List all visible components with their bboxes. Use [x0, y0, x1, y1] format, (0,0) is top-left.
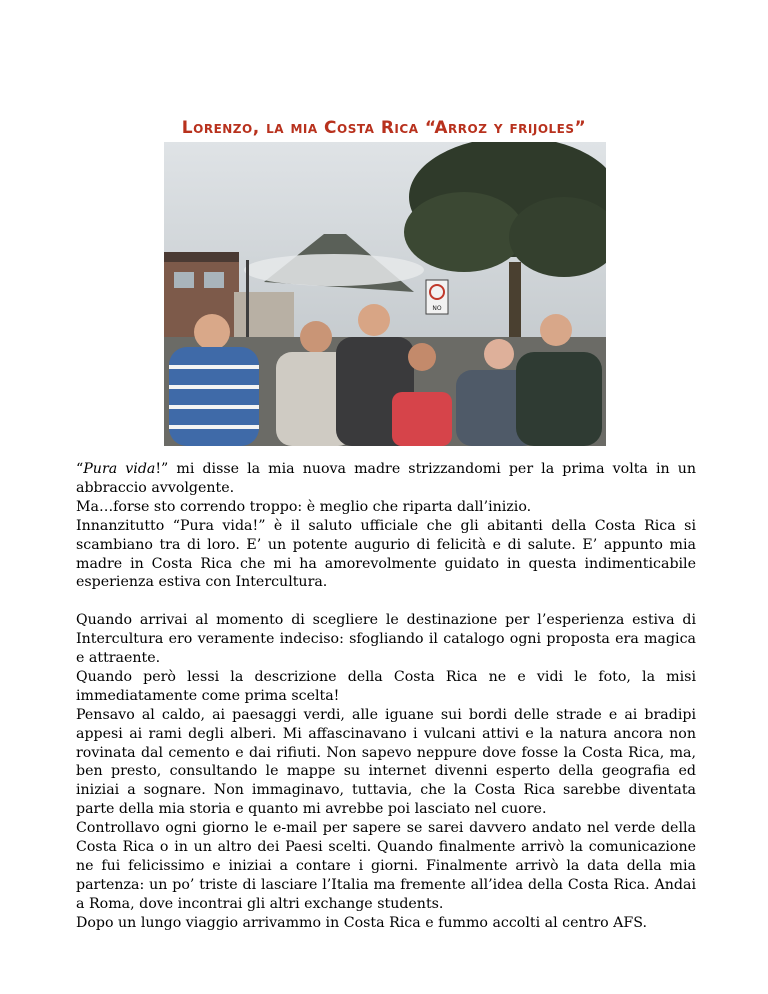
pura-vida-emphasis: Pura vida: [83, 461, 156, 477]
group-photo: [164, 142, 606, 446]
paragraph-2: Ma…forse sto correndo troppo: è meglio che riparta dall’inizio.: [76, 498, 532, 515]
group-photo-illustration: [164, 142, 606, 446]
paragraph-5: Quando però lessi la descrizione della Costa Rica ne e vidi le foto, la misi immediatamente come prima scelta!: [76, 668, 696, 704]
paragraph-7: Controllavo ogni giorno le e-mail per sapere se sarei davvero andato nel verde della Costa Rica o in un altro dei Paesi scelti. Quando finalmente arrivò la comunicazione ne fui felicissimo e iniziai a contare i giorni. Finalmente arrivò la data della mia partenza: un po’ triste di lasciare l’Italia ma fremente all’idea della Costa Rica. Andai a Roma, dove incontrai gli altri exchange students.: [76, 820, 696, 912]
paragraph-8: Dopo un lungo viaggio arrivammo in Costa Rica e fummo accolti al centro AFS.: [76, 914, 647, 931]
article-body: [76, 460, 696, 933]
paragraph-1: [76, 460, 696, 498]
paragraph-6: Pensavo al caldo, ai paesaggi verdi, alle iguane sui bordi delle strade e ai bradipi appesi ai rami degli alberi. Mi affascinavano i vulcani attivi e la natura ancora non rovinata dal cemento e dai rifiuti. Non sapevo neppure dove fosse la Costa Rica, ma, ben presto, consultando le mappe su internet divenni esperto della geografia ed iniziai a sognare. Non immaginavo, tuttavia, che la Costa Rica sarebbe diventata parte della mia storia e quanto mi avrebbe poi lasciato nel cuore.: [76, 706, 696, 818]
paragraph-3: Innanzitutto “Pura vida!” è il saluto ufficiale che gli abitanti della Costa Rica si scambiano tra di loro. E’ un potente augurio di felicità e di salute. E’ appunto mia madre in Costa Rica che mi ha amorevolmente guidato in questa indimenticabile esperienza estiva con Intercultura.: [76, 517, 696, 591]
opening-quote: “: [76, 461, 84, 477]
paragraph-1-text: !” mi disse la mia nuova madre strizzandomi per la prima volta in un abbraccio avvolgente.: [76, 461, 696, 496]
article-title: Lorenzo, la mia Costa Rica “Arroz y frijoles”: [181, 118, 587, 138]
paragraph-4: Quando arrivai al momento di scegliere le destinazione per l’esperienza estiva di Intercultura ero veramente indeciso: sfogliando il catalogo ogni proposta era magica e attraente.: [76, 612, 696, 667]
sign-label: NO: [432, 305, 442, 312]
